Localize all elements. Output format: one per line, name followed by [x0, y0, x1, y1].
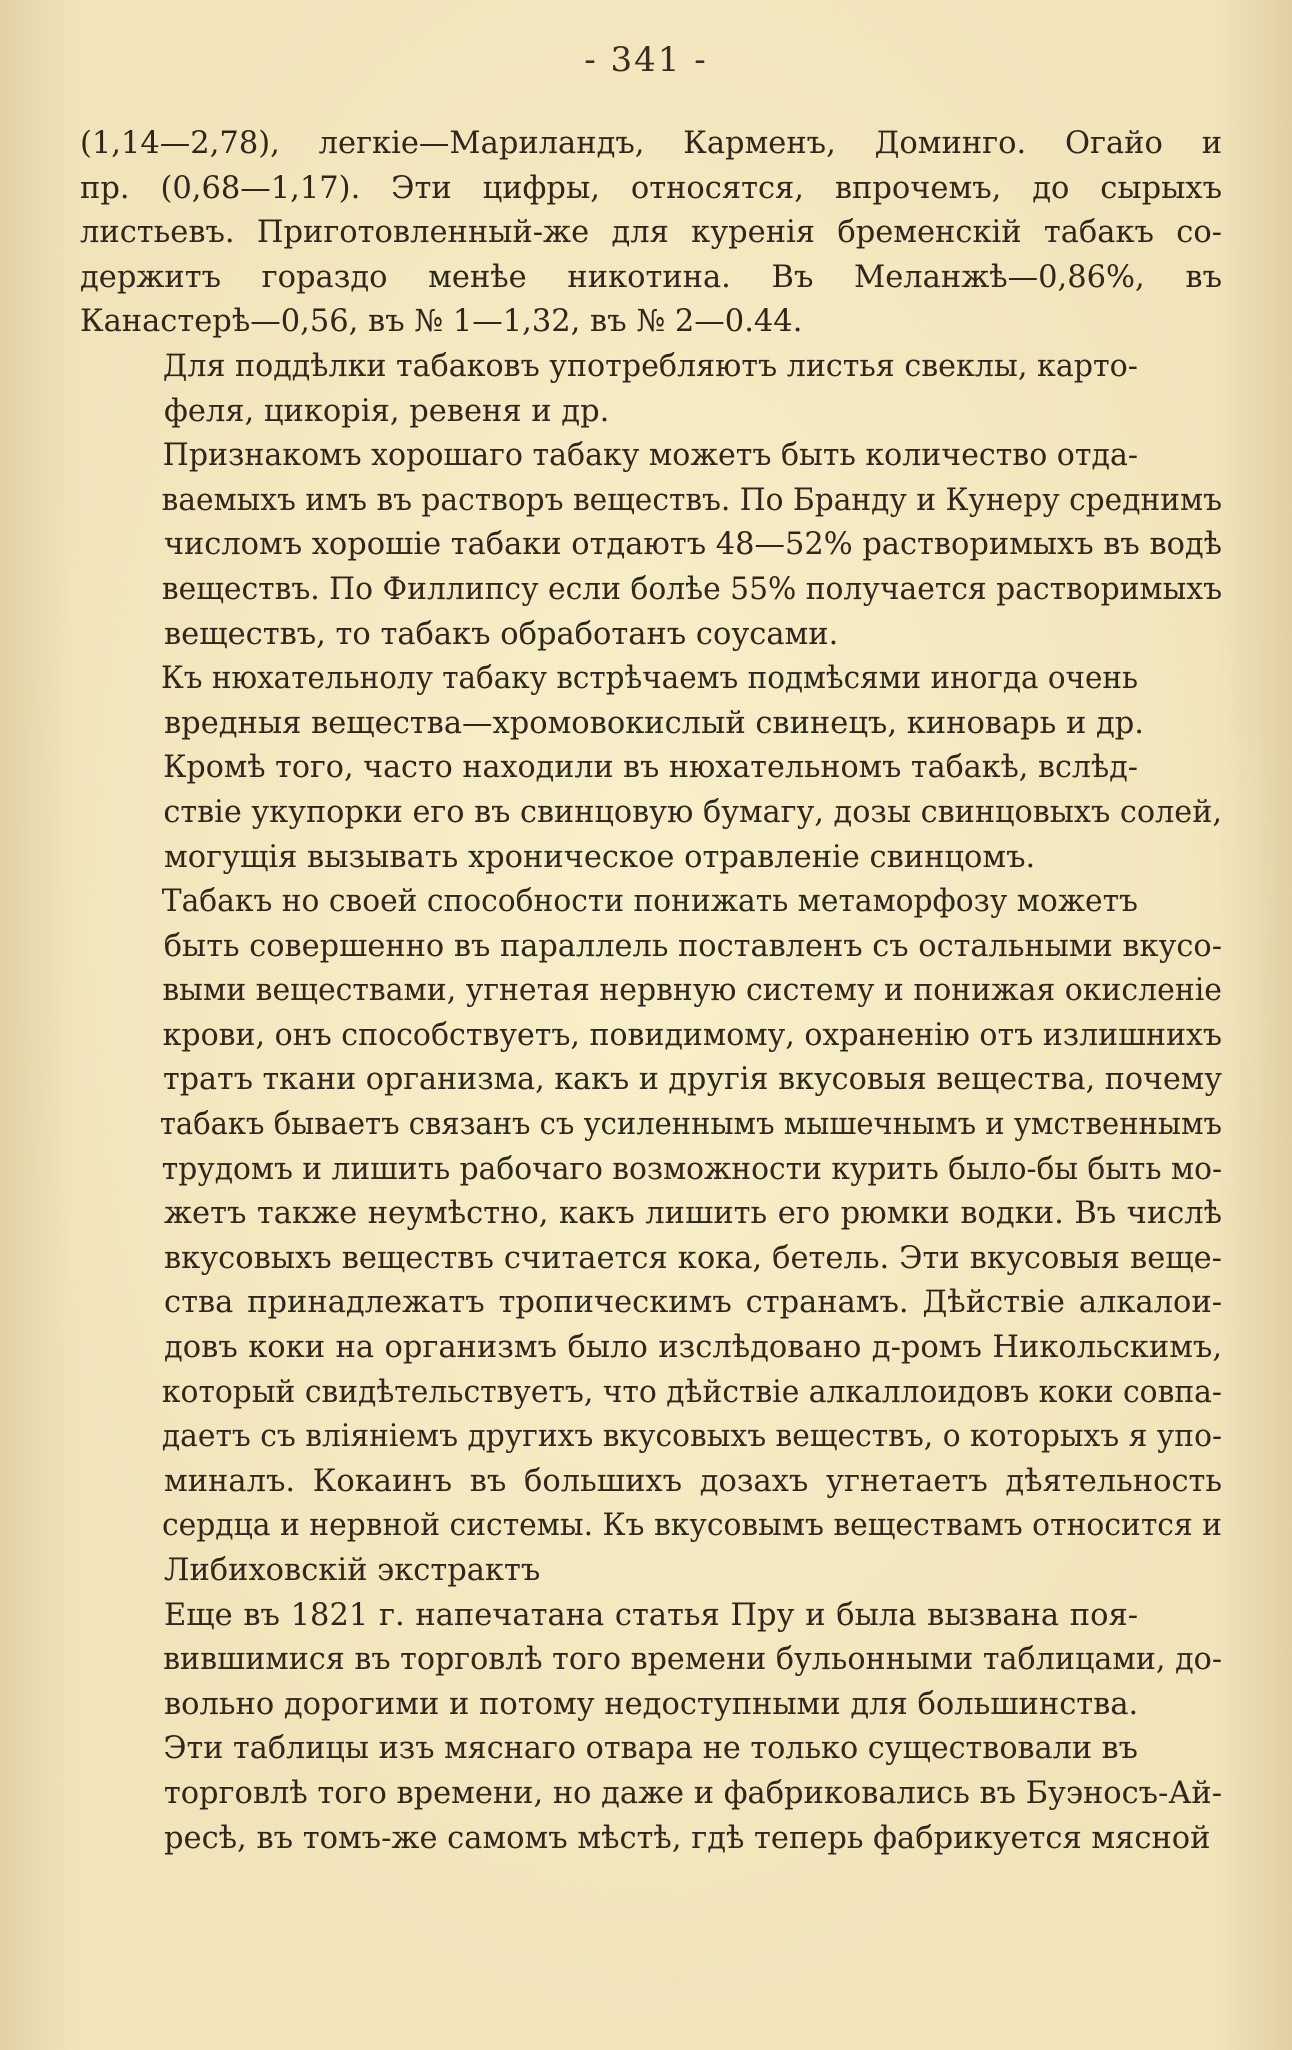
text-line: тратъ ткани организма, какъ и другія вкусовыя вещества, почему — [163, 1062, 1223, 1098]
text-line: вредныя вещества—хромовокислый свинецъ, киноварь и др. — [164, 705, 1145, 741]
text-line: Къ нюхательнолу табаку встрѣчаемъ подмѣсями иногда очень — [161, 661, 1139, 697]
text-line: Для поддѣлки табаковъ употребляютъ листья свеклы, карто- — [162, 348, 1138, 384]
paragraph — [80, 657, 1222, 746]
text-line: вкусовыхъ веществъ считается кока, бетель. Эти вкусовыя веще- — [164, 1240, 1222, 1276]
text-line: Табакъ но своей способности понижать метаморфозу можетъ — [161, 884, 1138, 920]
text-line: Либиховскій экстрактъ — [164, 1553, 541, 1588]
text-line: табакъ бываетъ связанъ съ усиленнымъ мышечнымъ и умственнымъ — [159, 1107, 1222, 1143]
paragraph — [80, 1727, 1222, 1861]
text-line: даетъ съ вліяніемъ другихъ вкусовыхъ веществъ, о которыхъ я упо- — [161, 1419, 1223, 1455]
text-line: торговлѣ того времени, но даже и фабриковались въ Буэносъ-Ай- — [163, 1775, 1222, 1811]
text-line: листьевъ. Приготовленный-же для куренія бременскій табакъ со- — [80, 215, 1222, 251]
text-line: сердца и нервной системы. Къ вкусовымъ веществамъ относится и — [161, 1508, 1223, 1544]
text-line: вившимися въ торговлѣ того времени бульонными таблицами, до- — [163, 1642, 1223, 1678]
paragraph — [80, 746, 1222, 880]
text-line: довъ коки на организмъ было изслѣдовано д-ромъ Никольскимъ, — [164, 1330, 1223, 1366]
text-line: выми веществами, угнетая нервную систему и понижая окисленіе — [162, 973, 1223, 1009]
text-line: Кромѣ того, часто находили въ нюхательномъ табакѣ, вслѣд- — [163, 750, 1138, 786]
text-line: быть совершенно въ параллель поставленъ съ остальными вкусо- — [163, 928, 1222, 964]
text-line: ваемыхъ имъ въ растворъ веществъ. По Бранду и Кунеру среднимъ — [161, 482, 1222, 518]
text-line: числомъ хорошіе табаки отдаютъ 48—52% растворимыхъ въ водѣ — [163, 527, 1223, 563]
text-line: Канастерѣ—0,56, въ № 1—1,32, въ № 2—0.44. — [80, 304, 803, 340]
body-text — [80, 122, 1222, 1861]
text-line: ствіе укупорки его въ свинцовую бумагу, дозы свинцовыхъ солей, — [163, 794, 1223, 830]
paragraph — [80, 345, 1222, 434]
text-line: трудомъ и лишить рабочаго возможности курить было-бы быть мо- — [161, 1151, 1222, 1187]
text-line: пр. (0,68—1,17). Эти цифры, относятся, впрочемъ, до сырыхъ — [80, 170, 1223, 206]
text-line: Эти таблицы изъ мяснаго отвара не только существовали въ — [163, 1731, 1138, 1767]
text-line: могущія вызывать хроническое отравленіе свинцомъ. — [164, 839, 1036, 875]
text-line: веществъ. По Филлипсу если болѣе 55% получается растворимыхъ — [161, 571, 1223, 607]
text-line: ства принадлежатъ тропическимъ странамъ. Дѣйствіе алкалои- — [164, 1285, 1223, 1321]
text-line: Еще въ 1821 г. напечатана статья Пру и была вызвана поя- — [164, 1597, 1139, 1633]
paragraph — [80, 434, 1222, 657]
text-line: вольно дорогими и потому недоступными для большинства. — [164, 1686, 1139, 1722]
page-number: - 341 - — [584, 40, 708, 80]
paragraph — [80, 1594, 1222, 1728]
text-line: веществъ, то табакъ обработанъ соусами. — [164, 616, 839, 652]
text-line: крови, онъ способствуетъ, повидимому, охраненію отъ излишнихъ — [162, 1017, 1223, 1053]
text-line: (1,14—2,78), легкіе—Мариландъ, Карменъ, Доминго. Огайо и — [80, 126, 1223, 161]
text-line: который свидѣтельствуетъ, что дѣйствіе алкаллоидовъ коки совпа- — [161, 1374, 1222, 1410]
text-line: держитъ гораздо менѣе никотина. Въ Меланжѣ—0,86%, въ — [80, 259, 1222, 295]
text-line: миналъ. Кокаинъ въ большихъ дозахъ угнетаетъ дѣятельность — [164, 1463, 1223, 1499]
paragraph — [80, 880, 1222, 1594]
text-line: феля, цикорія, ревеня и др. — [164, 393, 610, 429]
text-line: Признакомъ хорошаго табаку можетъ быть количество отда- — [162, 438, 1138, 474]
paragraph — [80, 122, 1222, 345]
text-line: жетъ также неумѣстно, какъ лишить его рюмки водки. Въ числѣ — [164, 1196, 1223, 1232]
text-line: ресѣ, въ томъ-же самомъ мѣстѣ, гдѣ теперь фабрикуется мясной — [164, 1820, 1211, 1856]
